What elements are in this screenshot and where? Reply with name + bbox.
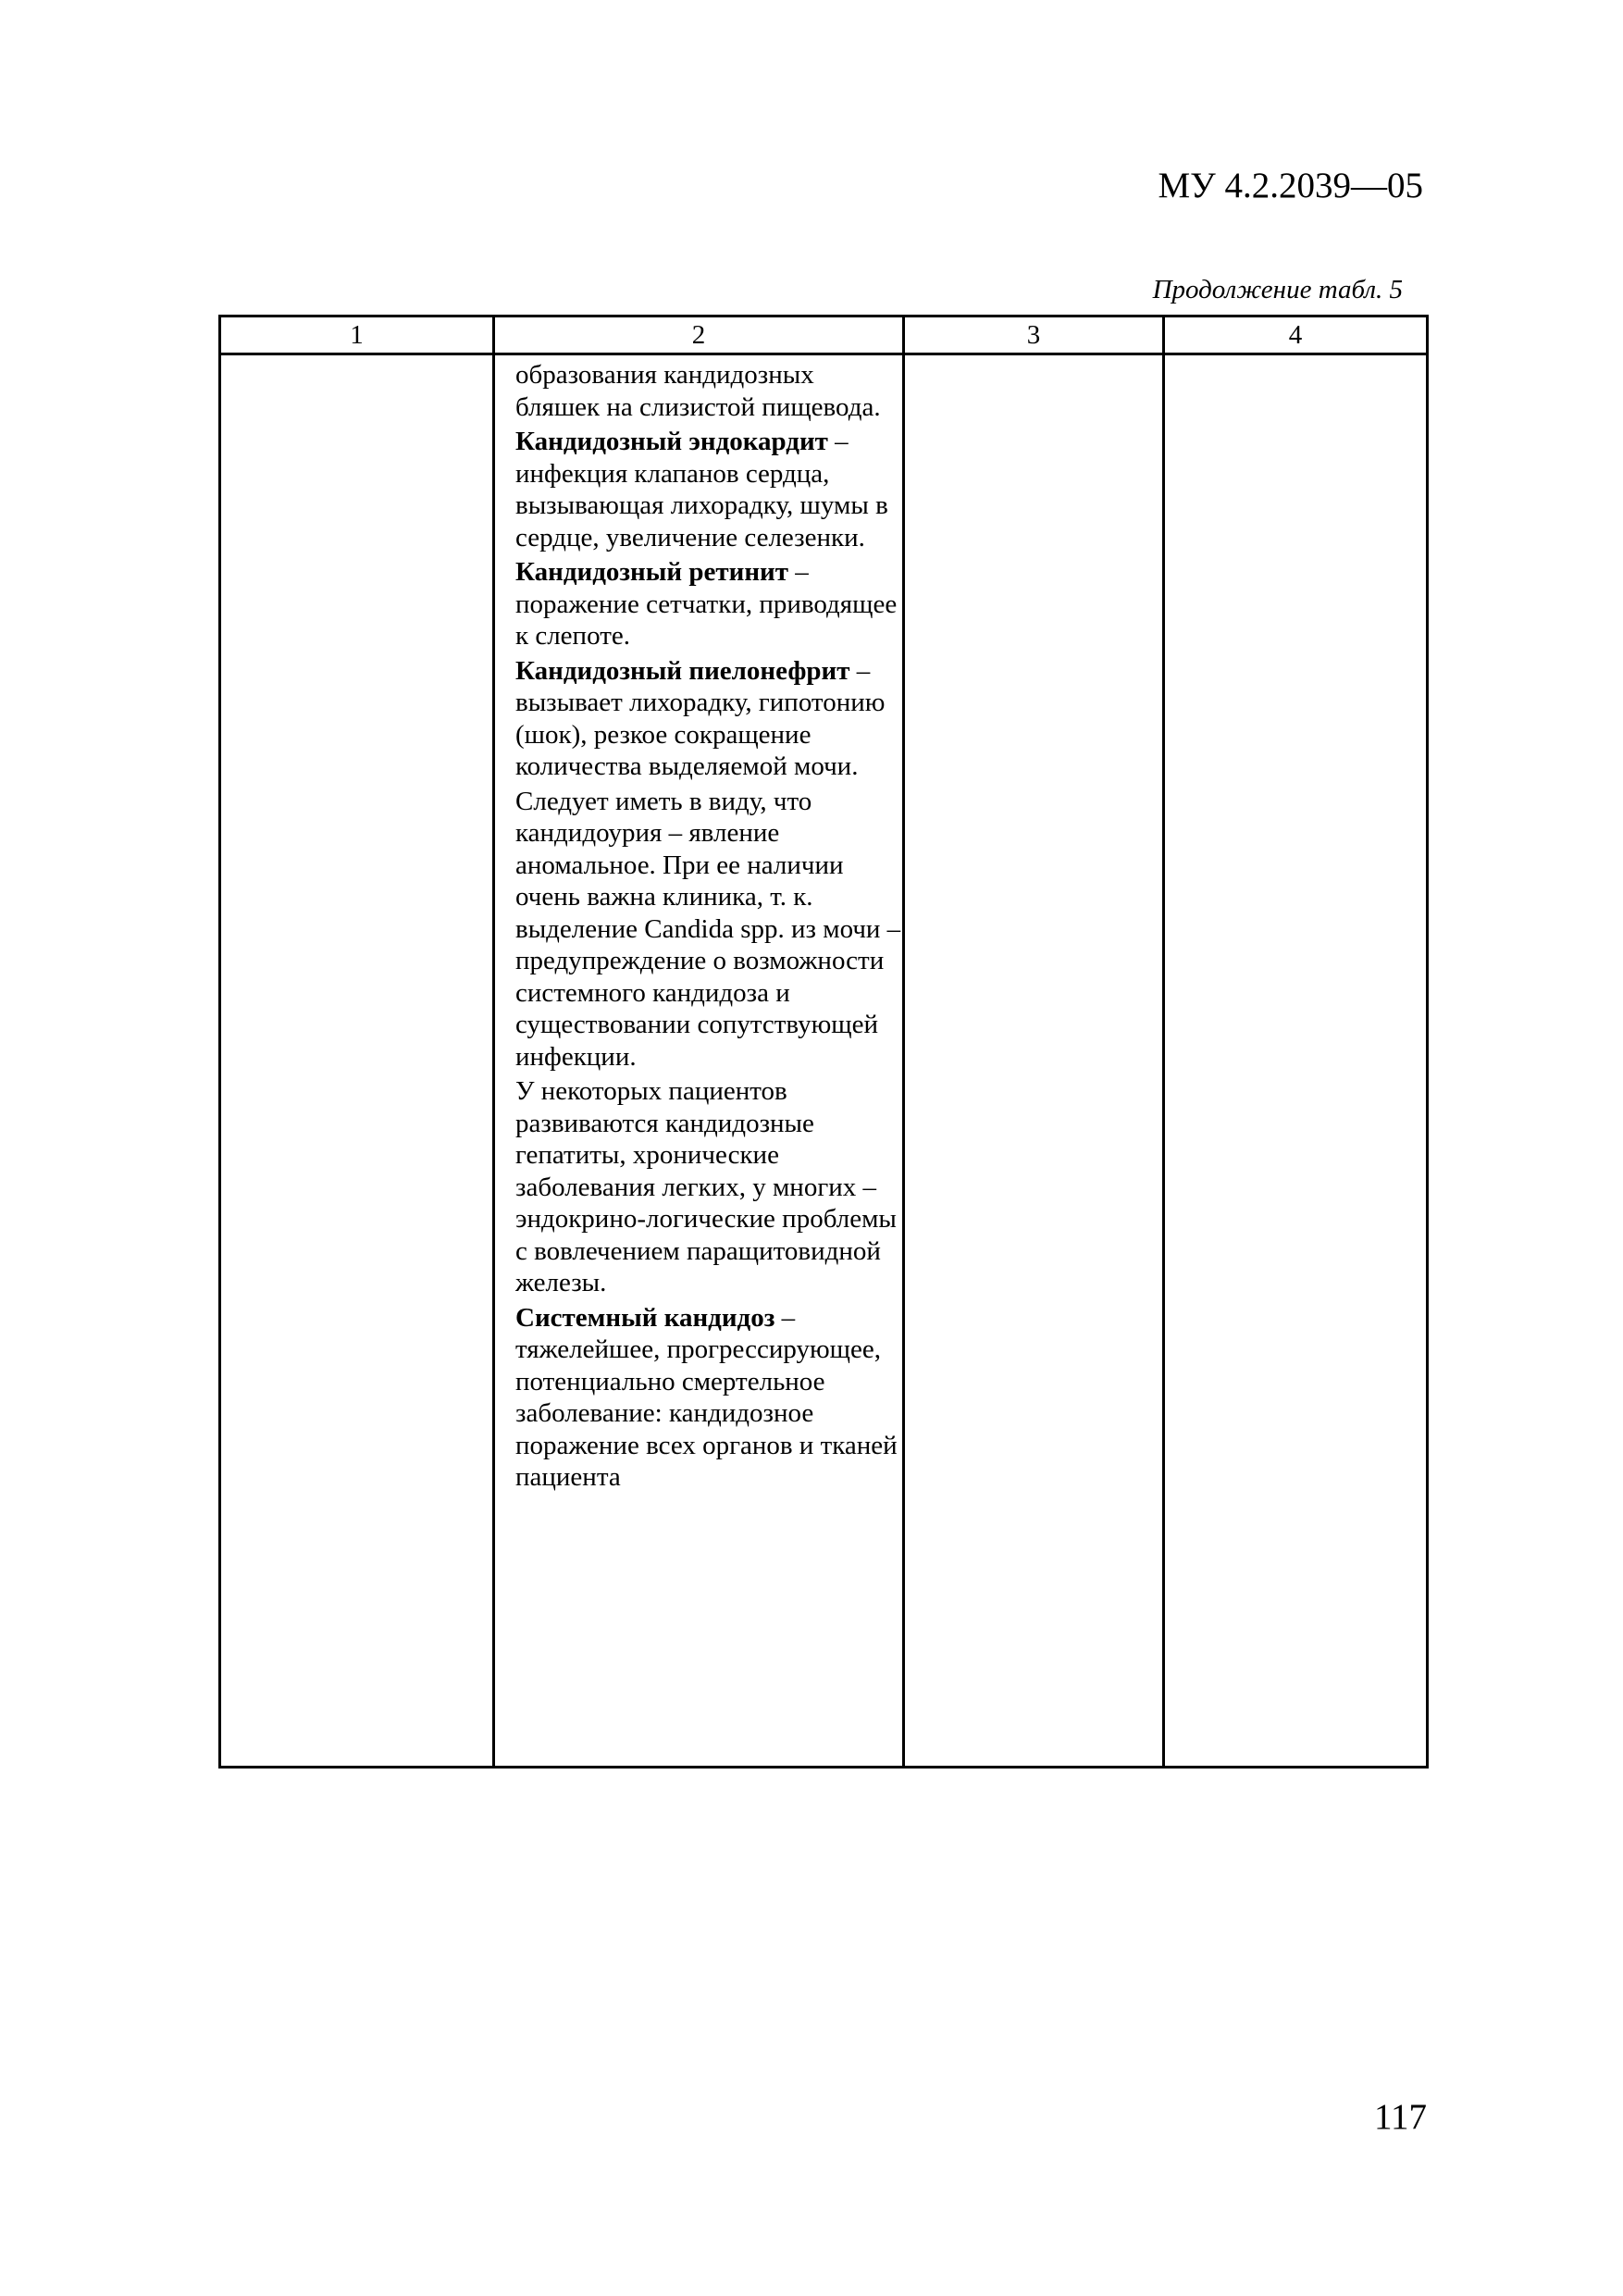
table-header-row (220, 316, 1428, 354)
term-endocarditis: Кандидозный эндокардит (515, 427, 828, 456)
table-row (220, 354, 1428, 1768)
term-retinitis: Кандидозный ретинит (515, 557, 788, 587)
page-number: 117 (1373, 2097, 1427, 2137)
paragraph-esophagus: образования кандидозных бляшек на слизистой пищевода. (515, 360, 881, 422)
cell-text-block (495, 355, 902, 1494)
paragraph-candiduria: Следует иметь в виду, что кандидоурия – явление аномальное. При ее наличии очень важна клиника, т. к. выделение Candida spp. из мочи – предупреждение о возможности системного кандидоза и существовании сопутствующей инфекции. (515, 786, 901, 1072)
column-header-1: 1 (220, 316, 494, 354)
term-systemic: Системный кандидоз (515, 1302, 775, 1333)
paragraph-retinitis (515, 556, 902, 652)
column-header-2: 2 (494, 316, 904, 354)
paragraph-hepatitis: У некоторых пациентов развиваются кандидозные гепатиты, хронические заболевания легких, у многих – эндокрино-логические проблемы с вовлечением паращитовидной железы. (515, 1076, 897, 1297)
paragraph-endocarditis (515, 426, 902, 553)
data-table (218, 315, 1429, 1769)
text-pyelonephritis: – вызывает лихорадку, гипотонию (шок), резкое сокращение количества выделяемой мочи. (515, 655, 886, 781)
text-retinitis: – поражение сетчатки, приводящее к слепоте. (515, 557, 898, 651)
term-pyelonephritis: Кандидозный пиелонефрит (515, 655, 850, 686)
column-header-3: 3 (904, 316, 1164, 354)
text-endocarditis: – инфекция клапанов сердца, вызывающая лихорадку, шумы в сердце, увеличение селезенки. (515, 427, 888, 552)
column-header-4: 4 (1164, 316, 1428, 354)
text-systemic: – тяжелейшее, прогрессирующее, потенциально смертельное заболевание: кандидозное поражение всех органов и тканей пациента (515, 1302, 898, 1492)
table-continuation-label: Продолжение табл. 5 (1152, 275, 1403, 304)
table-cell-col4 (1164, 354, 1428, 1768)
table-cell-col2 (494, 354, 904, 1768)
paragraph-systemic (515, 1302, 902, 1494)
table-cell-col1 (220, 354, 494, 1768)
table-cell-col3 (904, 354, 1164, 1768)
paragraph-pyelonephritis (515, 655, 902, 783)
document-code: МУ 4.2.2039—05 (1158, 166, 1423, 205)
